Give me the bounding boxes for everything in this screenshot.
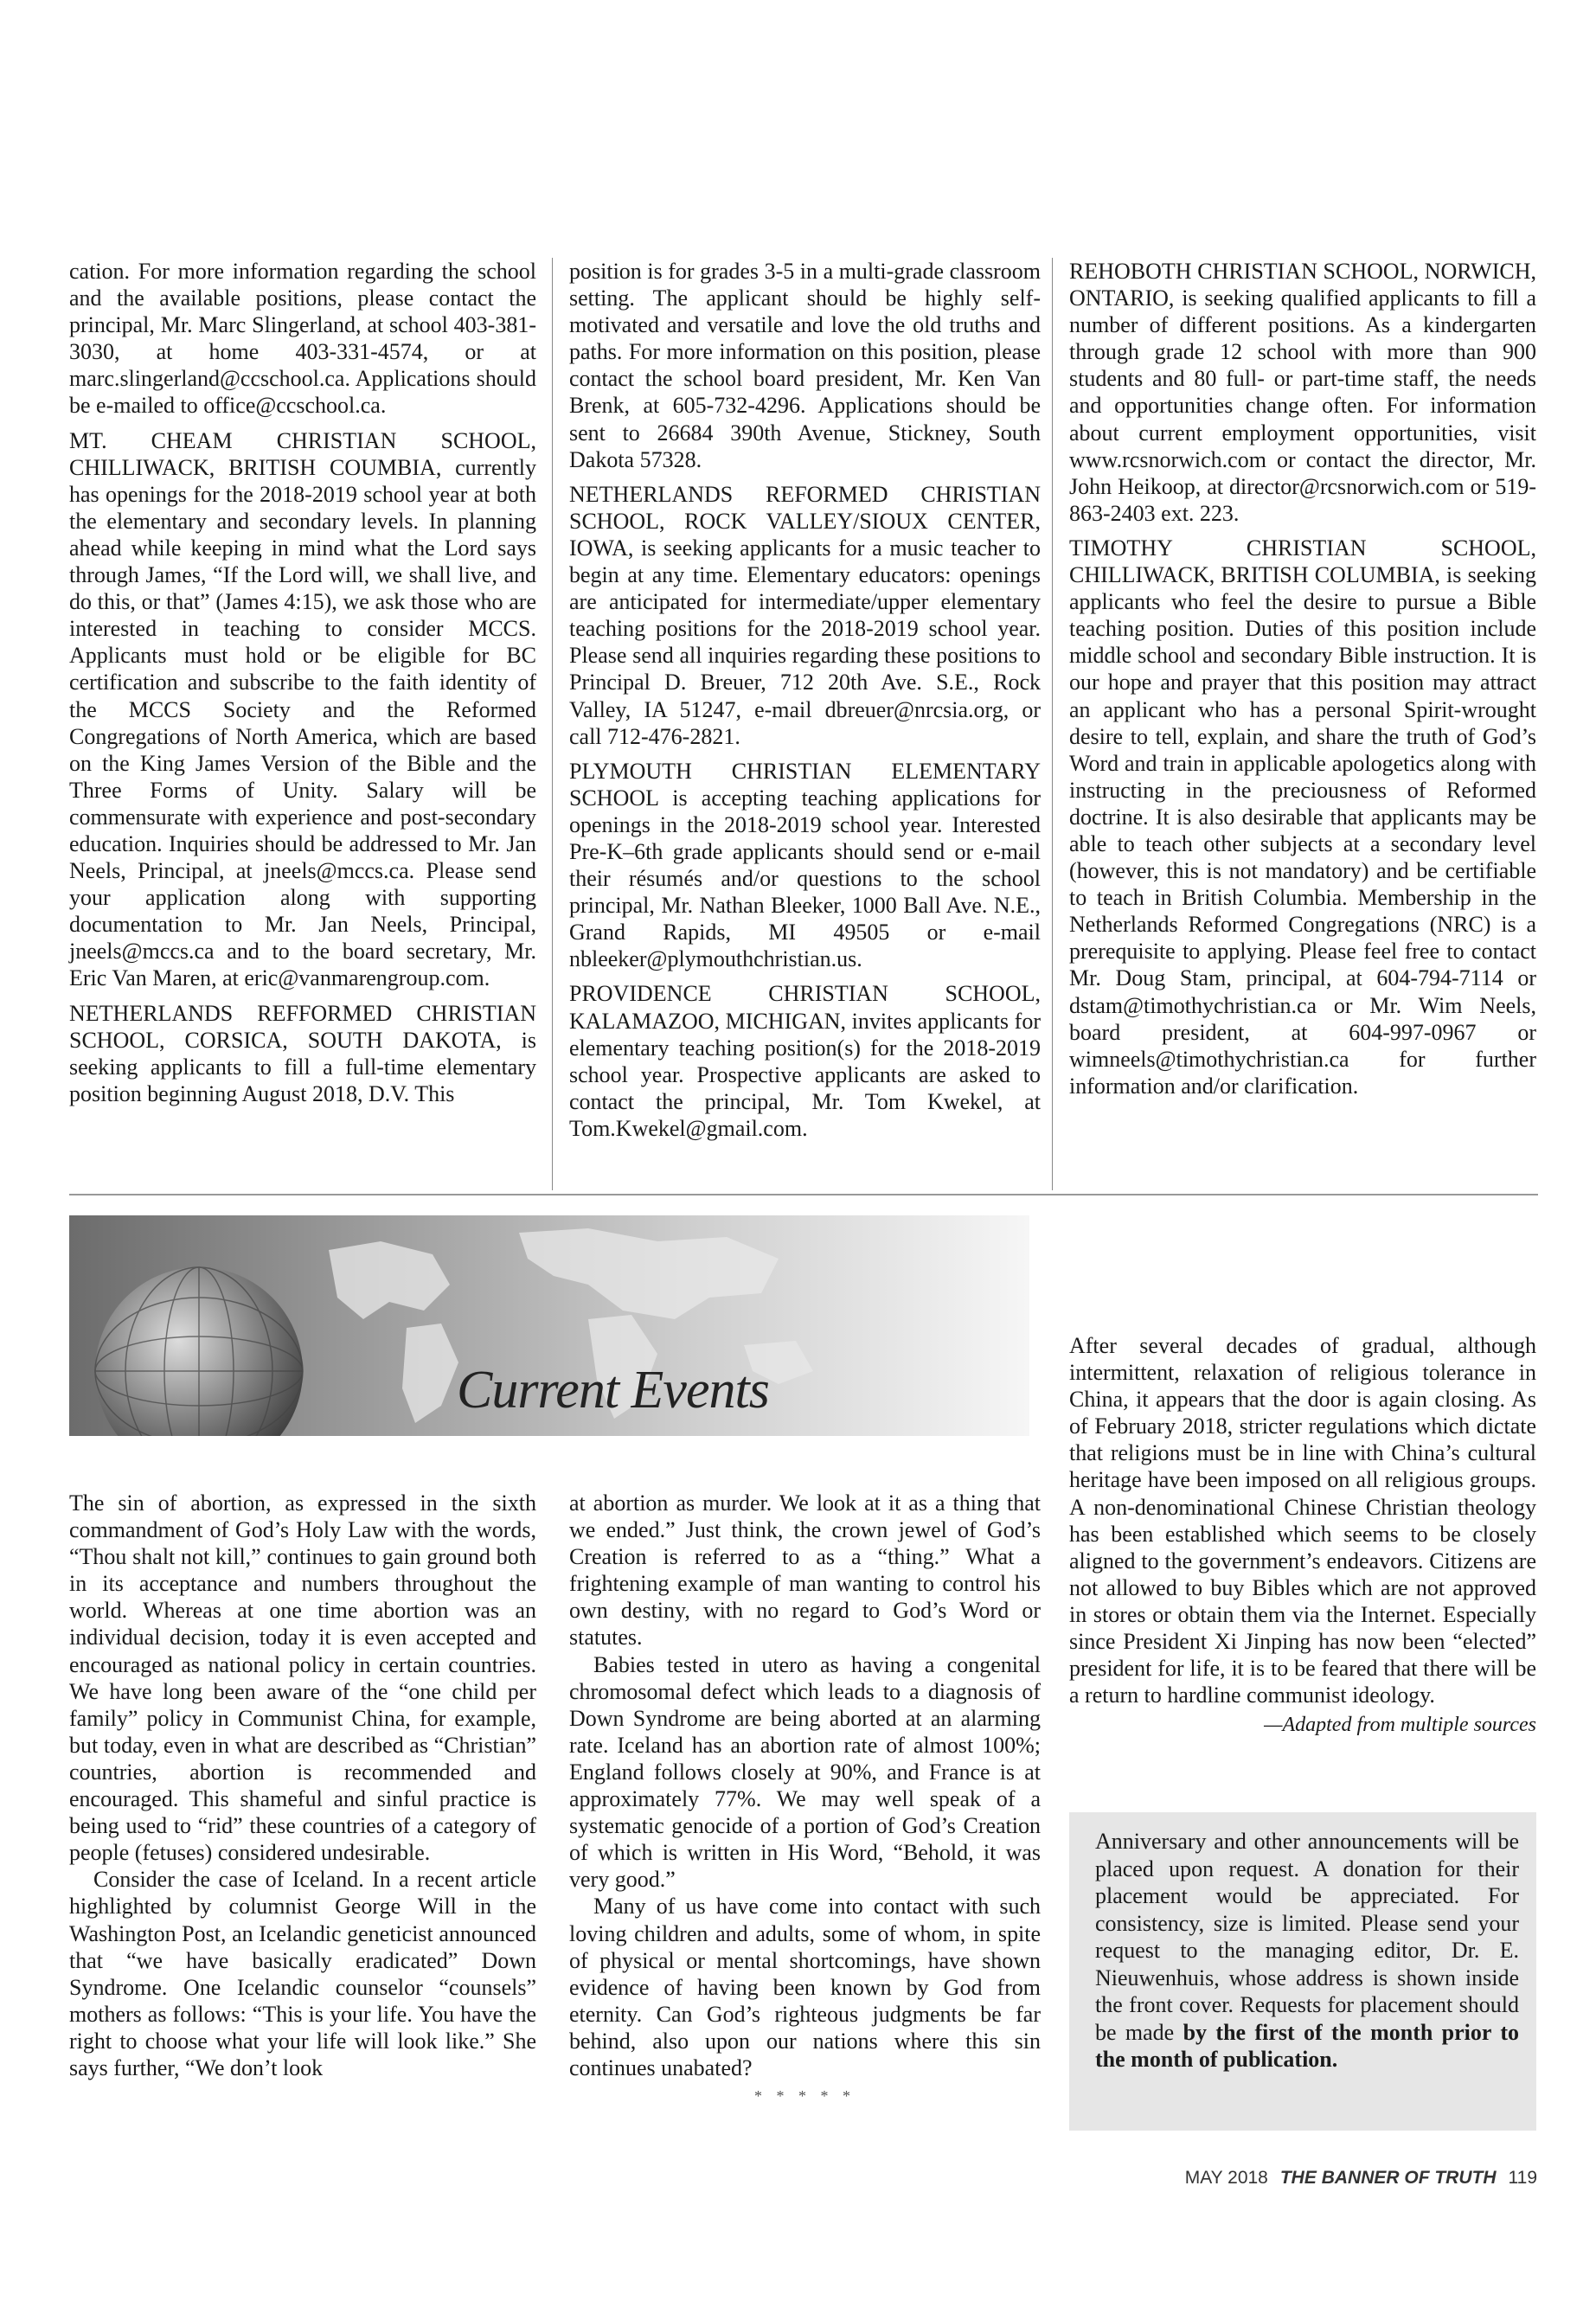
column-divider xyxy=(1052,258,1053,1190)
announcement-notice-box xyxy=(1069,1812,1536,2131)
announcement-paragraph: NETHERLANDS REFFORMED CHRISTIAN SCHOOL, CORSICA, SOUTH DAKOTA, is seeking applicants to fill a full-time elementary position beginning August 2018, D.V. This xyxy=(69,1000,536,1106)
article-paragraph: Consider the case of Iceland. In a recent article highlighted by columnist George Will in the Washington Post, an Icelandic geneticist announced that “we have basically eradicated” Down Syndrome. One Icelandic counselor “counsels” mothers as follows: “This is your life. You have the right to choose what your life will look like.” She says further, “We don’t look xyxy=(69,1867,536,2080)
notice-deadline: by the first of the month prior to the month of publication. xyxy=(1095,2019,1520,2072)
announcement-paragraph: PROVIDENCE CHRISTIAN SCHOOL, KALAMAZOO, MICHIGAN, invites applicants for elementary teaching position(s) for the 2018-2019 school year. Prospective applicants are asked to contact the principal, Mr. Tom Kwekel, at Tom.Kwekel@gmail.com. xyxy=(569,981,1041,1141)
issue-date: MAY 2018 xyxy=(1184,2168,1268,2188)
announcement-paragraph: TIMOTHY CHRISTIAN SCHOOL, CHILLIWACK, BRITISH COLUMBIA, is seeking applicants who feel the desire to pursue a Bible teaching position. Duties of this position include middle school and secondary Bible instruction. It is our hope and prayer that this position may attract an applicant who has a personal Spirit-wrought desire to tell, explain, and share the truth of God’s Word and train in applicable apologetics along with instructing in the preciousness of Reformed doctrine. It is also desirable that applicants may be able to teach other subjects at a secondary level (however, this is not mandatory) and be certifiable to teach in British Columbia. Membership in the Netherlands Reformed Congregations (NRC) is a prerequisite to applying. Please feel free to contact Mr. Doug Stam, principal, at 604-794-7114 or dstam@timothychristian.ca or Mr. Wim Neels, board president, at 604-997-0967 or wimneels@timothychristian.ca for further information and/or clarification. xyxy=(1069,535,1536,1099)
announcements-column-1 xyxy=(69,258,536,1115)
announcement-paragraph: position is for grades 3-5 in a multi-grade classroom setting. The applicant should be highly self-motivated and versatile and love the old truths and paths. For more information on this position, please contact the school board president, Mr. Ken Van Brenk, at 605-732-4296. Applications should be sent to 26684 390th Avenue, Stickney, South Dakota 57328. xyxy=(569,259,1041,472)
announcement-paragraph: PLYMOUTH CHRISTIAN ELEMENTARY SCHOOL is accepting teaching applications for openings in the 2018-2019 school year. Interested Pre-K–6th grade applicants should send or e-mail their résumés and/or questions to the school principal, Mr. Nathan Bleeker, 1000 Ball Ave. N.E., Grand Rapids, MI 49505 or e-mail nbleeker@plymouthchristian.us. xyxy=(569,758,1041,972)
source-attribution: —Adapted from multiple sources xyxy=(1264,1714,1536,1737)
announcement-paragraph: NETHERLANDS REFORMED CHRISTIAN SCHOOL, ROCK VALLEY/SIOUX CENTER, IOWA, is seeking applicants for a music teacher to begin at any time. Elementary educators: openings are anticipated for intermediate/upper elementary teaching positions for the 2018-2019 school year. Please send all inquiries regarding these positions to Principal D. Breuer, 712 20th Ave. S.E., Rock Valley, IA 51247, e-mail dbreuer@nrcsia.org, or call 712-476-2821. xyxy=(569,481,1041,749)
announcements-column-3 xyxy=(1069,258,1536,1107)
article-paragraph: The sin of abortion, as expressed in the sixth commandment of God’s Holy Law with the words, “Thou shalt not kill,” continues to gain ground both in its acceptance and numbers throughout the world. Whereas at one time abortion was an individual decision, today it is even accepted and encouraged as national policy in certain countries. We have long been aware of the “one child per family” policy in Communist China, for example, but today, even in what are described as “Christian” countries, abortion is recommended and encouraged. This shameful and sinful practice is being used to “rid” these countries of a category of people (fetuses) considered undesirable. xyxy=(69,1490,536,1866)
article-paragraph: Babies tested in utero as having a congenital chromosomal defect which leads to a diagnosis of Down Syndrome are being aborted at an alarming rate. Iceland has an abortion rate of almost 100%; England follows closely at 90%, and France is at approximately 77%. We may well speak of a systematic genocide of a portion of God’s Creation of which is written in His Word, “Behold, it was very good.” xyxy=(569,1651,1041,1893)
announcement-paragraph: REHOBOTH CHRISTIAN SCHOOL, NORWICH, ONTARIO, is seeking qualified applicants to fill a number of different positions. As a kindergarten through grade 12 school with more than 900 students and 80 full- or part-time staff, the needs and opportunities change often. For information about current employment opportunities, visit www.rcsnorwich.com or contact the director, Mr. John Heikoop, at director@rcsnorwich.com or 519-863-2403 ext. 223. xyxy=(1069,259,1536,526)
column-divider xyxy=(552,258,553,1190)
current-events-column-3 xyxy=(1069,1332,1536,1739)
section-title: Current Events xyxy=(457,1361,769,1420)
announcements-column-2 xyxy=(569,258,1041,1150)
article-paragraph: After several decades of gradual, although intermittent, relaxation of religious tolerance in China, it appears that the door is again closing. As of February 2018, stricter regulations which dictate that religions must be in line with China’s cultural heritage have been imposed on all religious groups. A non-denominational Chinese Christian theology has been established which seems to be closely aligned to the government’s endeavors. Citizens are not allowed to buy Bibles which are not approved in stores or obtain them via the Internet. Especially since President Xi Jinping has now been “elected” president for life, it is to be feared that there will be a return to hardline communist ideology. xyxy=(1069,1333,1536,1708)
page-number: 119 xyxy=(1508,2168,1537,2188)
current-events-column-1 xyxy=(69,1490,536,2081)
article-paragraph: Many of us have come into contact with such loving children and adults, some of whom, in spite of physical or mental shortcomings, have shown evidence of having been known by God from eternity. Can God’s righteous judgments be far behind, also upon our nations where this sin continues unabated? xyxy=(569,1894,1041,2080)
announcement-paragraph: cation. For more information regarding the school and the available positions, please contact the principal, Mr. Marc Slingerland, at school 403-381-3030, at home 403-331-4574, or at marc.slingerland@ccschool.ca. Applications should be e-mailed to office@ccschool.ca. xyxy=(69,259,536,419)
magazine-name: THE BANNER OF TRUTH xyxy=(1279,2168,1497,2188)
announcement-paragraph: MT. CHEAM CHRISTIAN SCHOOL, CHILLIWACK, BRITISH COUMBIA, currently has openings for the 2018-2019 school year at both the elementary and secondary levels. In planning ahead while keeping in mind what the Lord says through James, “If the Lord will, we shall live, and do this, or that” (James 4:15), we ask those who are interested in teaching to consider MCCS. Applicants must hold or be eligible for BC certification and subscribe to the faith identity of the MCCS Society and the Reformed Congregations of North America, which are based on the King James Version of the Bible and the Three Forms of Unity. Salary will be commensurate with experience and post-secondary education. Inquiries should be addressed to Mr. Jan Neels, Principal, at jneels@mccs.ca. Please send your application along with supporting documentation to Mr. Jan Neels, Principal, jneels@mccs.ca and to the board secretary, Mr. Eric Van Maren, at eric@vanmarengroup.com. xyxy=(69,427,536,991)
page-footer xyxy=(1181,2168,1537,2189)
article-paragraph: at abortion as murder. We look at it as a thing that we ended.” Just think, the crown jewel of God’s Creation is referred to as a “thing.” What a frightening example of man wanting to control his own destiny, with no regard to God’s Word or statutes. xyxy=(569,1490,1041,1650)
section-break-stars: * * * * * xyxy=(754,2087,856,2106)
section-divider xyxy=(69,1194,1538,1195)
current-events-column-2 xyxy=(569,1490,1041,2110)
notice-text: Anniversary and other announcements will be placed upon request. A donation for their placement would be appreciated. For consistency, size is limited. Please send your request to the managing editor, Dr. E. Nieuwenhuis, whose address is shown inside the front cover. Requests for placement should be made xyxy=(1095,1829,1519,2045)
